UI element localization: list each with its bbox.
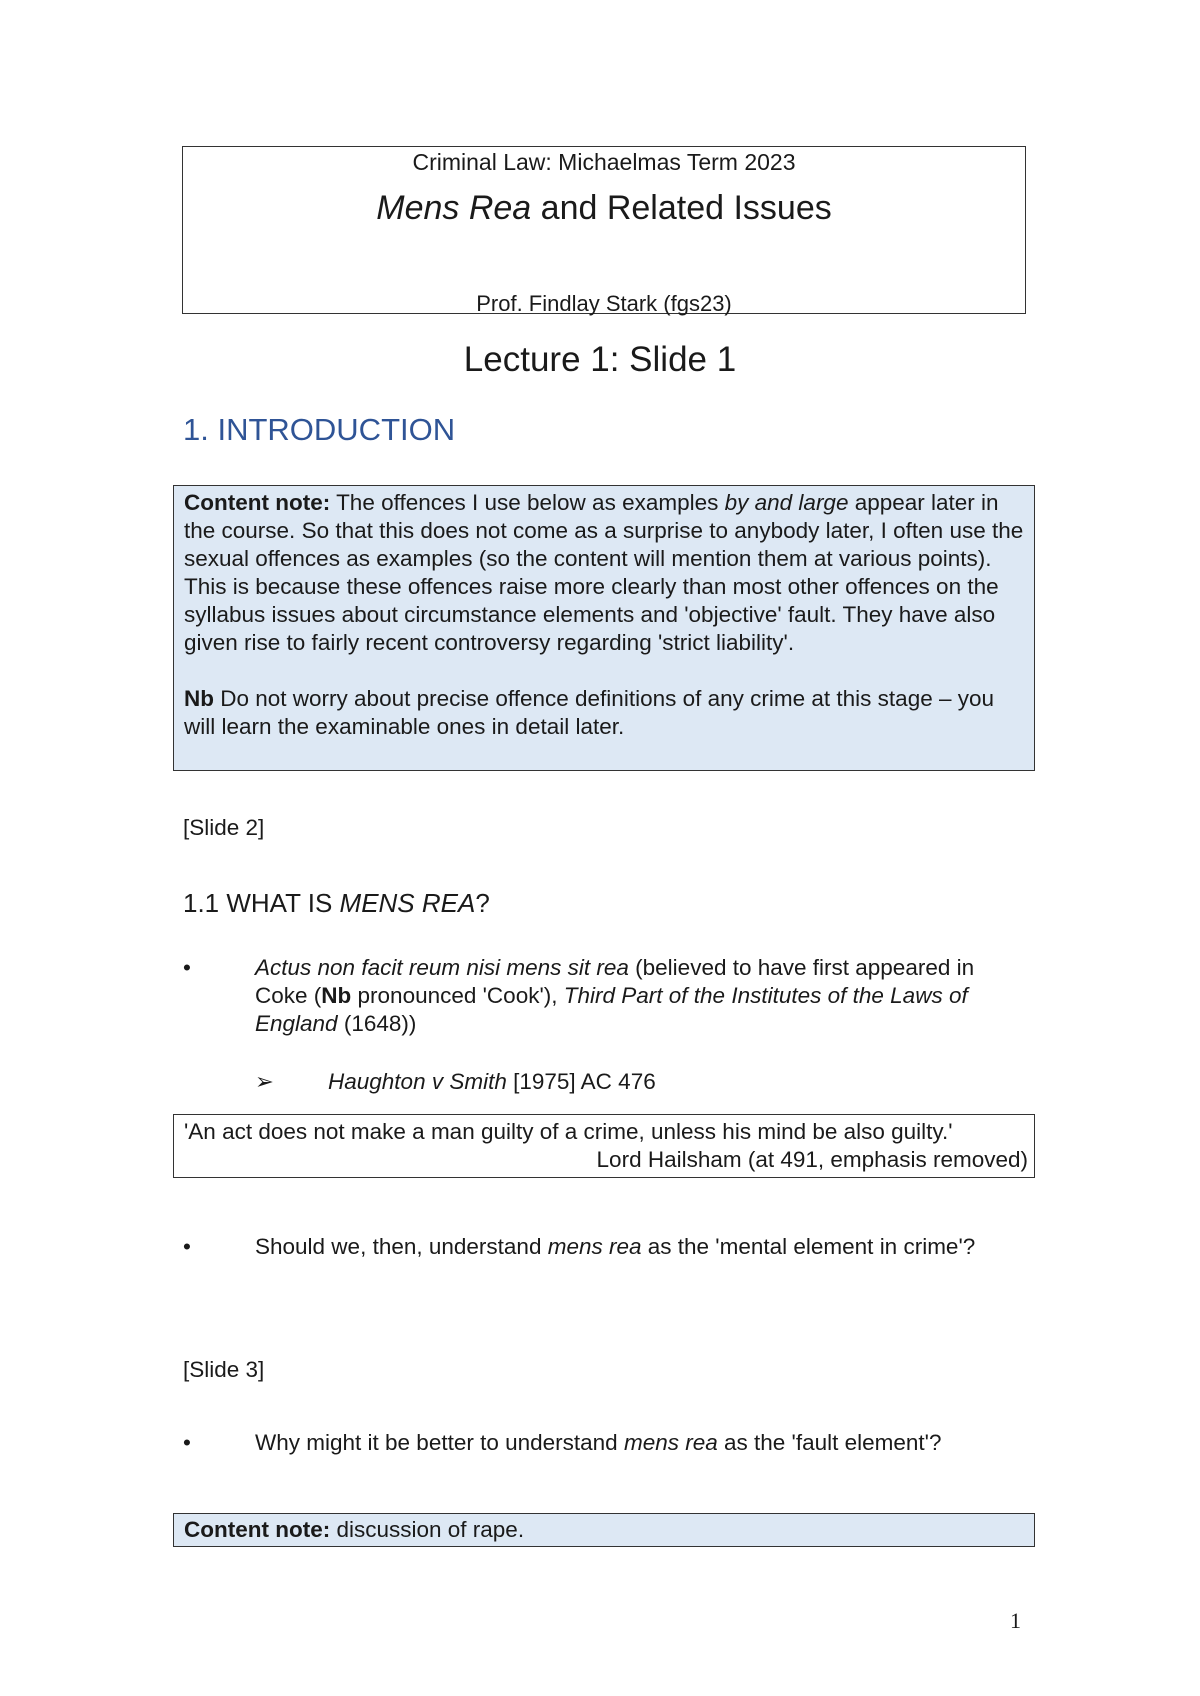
content-note-label: Content note: xyxy=(184,490,331,515)
bullet-italic: mens rea xyxy=(623,1430,718,1455)
quote-box xyxy=(173,1114,1035,1178)
bullet-text xyxy=(255,1233,1025,1261)
document-title xyxy=(183,189,1025,228)
author: Prof. Findlay Stark (fgs23) xyxy=(476,291,732,316)
bullet-icon: • xyxy=(183,1430,191,1455)
lecture-heading: Lecture 1: Slide 1 xyxy=(463,340,737,379)
nb-text: Do not worry about precise offence definitions of any crime at this stage – you will learn the examinable ones in detail later. xyxy=(184,686,995,739)
bullet-text-part: as the 'fault element'? xyxy=(717,1430,942,1455)
nb-label: Nb xyxy=(184,686,214,711)
bullet-text-part: pronounced 'Cook'), xyxy=(351,983,564,1008)
source-title: Third Part of the Institutes of the Laws of England xyxy=(255,983,968,1036)
content-note-text-cont: appear later in the course. So that this does not come as a surprise to anybody later, I often use the sexual offences as examples (so the content will mention them at various points). This is because these offences raise more clearly than most other offences on the syllabus issues about circumstance elements and 'objective' fault. They have also given rise to fairly recent controversy regarding 'strict liability'. xyxy=(184,490,1024,655)
heading-prefix: 1.1 WHAT IS xyxy=(183,888,340,918)
bullet-icon: • xyxy=(183,1234,191,1259)
case-reference: [1975] AC 476 xyxy=(506,1069,656,1094)
content-note-label: Content note: xyxy=(184,1517,331,1542)
case-name: Haughton v Smith xyxy=(328,1069,507,1094)
nb-paragraph xyxy=(184,685,1024,741)
content-note-box xyxy=(173,485,1035,771)
section-heading-introduction: 1. INTRODUCTION xyxy=(183,412,456,447)
quote-attribution: Lord Hailsham (at 491, emphasis removed) xyxy=(596,1147,1028,1172)
page-number: 1 xyxy=(1010,1608,1021,1633)
heading-italic: MENS REA xyxy=(339,888,476,918)
arrow-bullet-icon: ➢ xyxy=(255,1069,274,1094)
bullet-text-part: Should we, then, understand xyxy=(255,1234,548,1259)
bullet-italic: mens rea xyxy=(547,1234,642,1259)
title-rest: and Related Issues xyxy=(531,189,832,227)
title-italic: Mens Rea xyxy=(376,189,532,227)
course-name: Criminal Law: Michaelmas Term 2023 xyxy=(412,149,796,175)
paragraph-gap xyxy=(184,657,1024,685)
content-note-box-2 xyxy=(173,1513,1035,1547)
content-note-paragraph xyxy=(184,489,1024,657)
bullet-text-part: (believed to have first appeared in Coke ( xyxy=(255,955,975,1008)
content-note-text: discussion of rape. xyxy=(330,1517,525,1542)
bullet-text xyxy=(255,954,1025,1038)
content-note-italic: by and large xyxy=(724,490,849,515)
nb-label: Nb xyxy=(321,983,352,1008)
quote-text: 'An act does not make a man guilty of a crime, unless his mind be also guilty.' xyxy=(184,1119,953,1144)
bullet-text-part: (1648)) xyxy=(337,1011,417,1036)
bullet-text-part: as the 'mental element in crime'? xyxy=(641,1234,976,1259)
bullet-text xyxy=(255,1429,1025,1457)
bullet-icon: • xyxy=(183,955,191,980)
title-box xyxy=(182,146,1026,314)
slide-reference-2: [Slide 2] xyxy=(183,815,265,840)
bullet-text-part: Why might it be better to understand xyxy=(255,1430,624,1455)
slide-reference-3: [Slide 3] xyxy=(183,1357,265,1382)
latin-maxim: Actus non facit reum nisi mens sit rea xyxy=(255,955,629,980)
section-heading-what-is-mens-rea xyxy=(183,888,490,919)
heading-suffix: ? xyxy=(475,888,490,918)
content-note-text: The offences I use below as examples xyxy=(330,490,725,515)
case-citation xyxy=(328,1068,656,1096)
